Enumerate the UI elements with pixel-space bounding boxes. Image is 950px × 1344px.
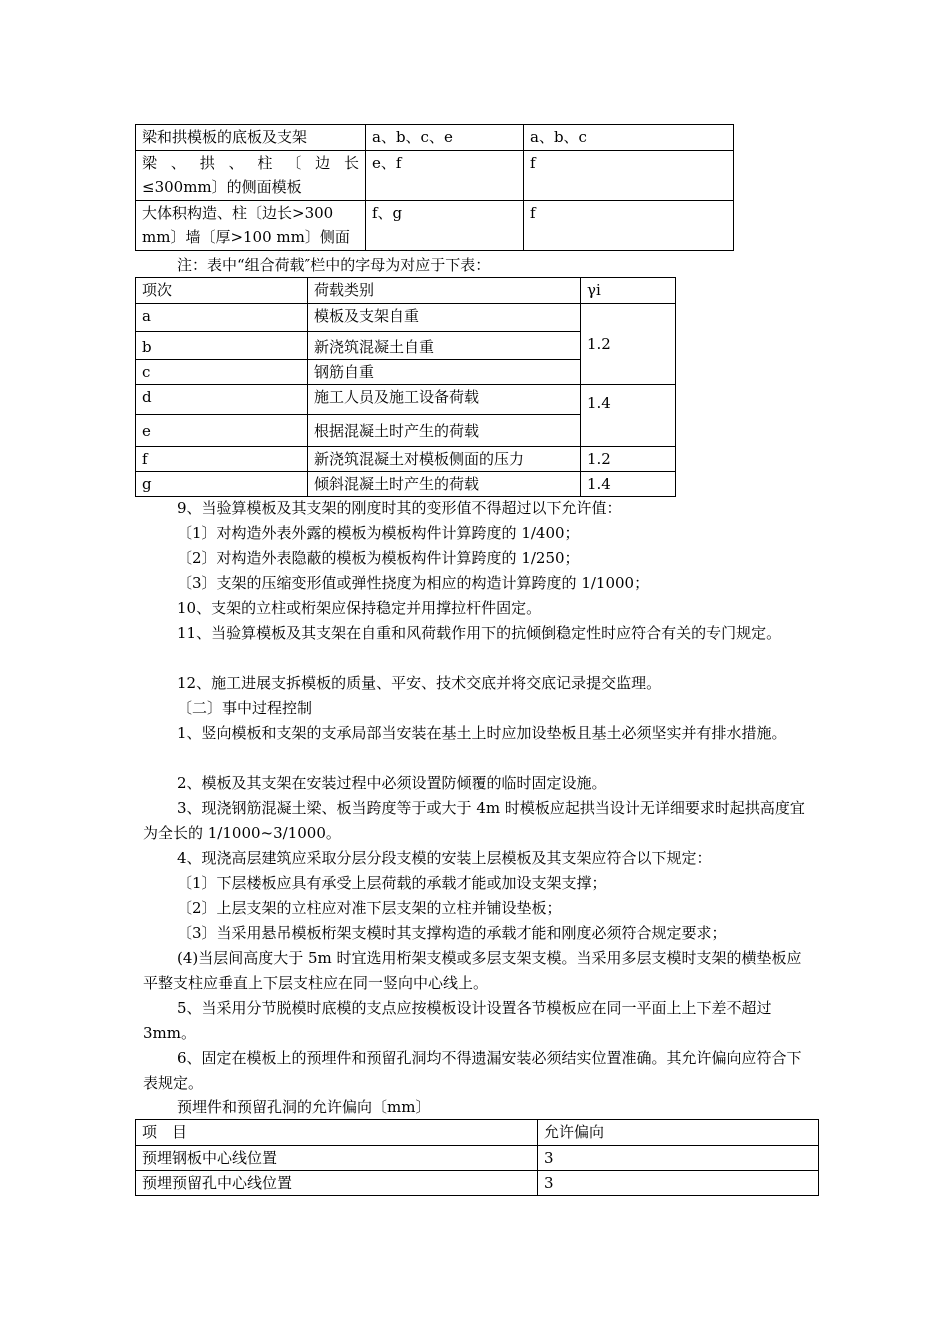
- table-cell: 梁和拱模板的底板及支架: [136, 125, 366, 151]
- paragraph: 6、固定在模板上的预埋件和预留孔洞均不得遗漏安装必须结实位置准确。其允许偏向应符合下表规定。: [143, 1049, 802, 1092]
- table-cell: 钢筋自重: [308, 360, 581, 385]
- table-cell: [136, 201, 366, 251]
- paragraph: 1、竖向模板和支架的支承局部当安装在基土上时应加设垫板且基土必须坚实并有排水措施。: [177, 724, 787, 742]
- table-row: [136, 385, 676, 415]
- table-row: [136, 304, 676, 332]
- table-note: 注：表中“组合荷载″栏中的字母为对应于下表：: [177, 256, 491, 274]
- table-cell: g: [136, 472, 308, 497]
- table-cell: f、g: [366, 201, 524, 251]
- table-caption: 预埋件和预留孔洞的允许偏向〔mm〕: [177, 1098, 431, 1116]
- table-row: [136, 1171, 819, 1196]
- table-cell: 倾斜混凝土时产生的荷载: [308, 472, 581, 497]
- table-row: [136, 151, 734, 201]
- table-row: [136, 125, 734, 151]
- paragraph: 〔2〕上层支架的立柱应对准下层支架的立柱并铺设垫板；: [177, 899, 562, 917]
- load-combination-table: [135, 124, 734, 251]
- paragraph: 3、现浇钢筋混凝土梁、板当跨度等于或大于 4m 时模板应起拱当设计无详细要求时起拱高度宜为全长的 1/1000~3/1000。: [143, 799, 805, 842]
- cell-line: 梁 、 拱 、 柱 〔 边 长: [142, 154, 359, 172]
- table-cell: 1.2: [581, 304, 676, 385]
- table-cell: 根据混凝土时产生的荷载: [308, 415, 581, 447]
- table-cell: 新浇筑混凝土对模板侧面的压力: [308, 447, 581, 472]
- table-cell: b: [136, 332, 308, 360]
- column-header: 荷载类别: [308, 278, 581, 304]
- paragraph: 4、现浇高层建筑应采取分层分段支模的安装上层模板及其支架应符合以下规定：: [177, 849, 712, 867]
- paragraph: 11、当验算模板及其支架在自重和风荷载作用下的抗倾倒稳定性时应符合有关的专门规定。: [177, 624, 782, 642]
- paragraph: 12、施工进展支拆模板的质量、平安、技术交底并将交底记录提交监理。: [177, 674, 662, 692]
- table-cell: a: [136, 304, 308, 332]
- paragraph: 〔3〕当采用悬吊模板桁架支模时其支撑构造的承载才能和刚度必须符合规定要求；: [177, 924, 727, 942]
- paragraph: 10、支架的立柱或桁架应保持稳定并用撑拉杆件固定。: [177, 599, 542, 617]
- table-cell: f: [524, 201, 734, 251]
- table-header-row: [136, 1120, 819, 1146]
- table-cell: d: [136, 385, 308, 415]
- paragraph: 〔1〕下层楼板应具有承受上层荷载的承载才能或加设支架支撑；: [177, 874, 607, 892]
- table-cell: 施工人员及施工设备荷载: [308, 385, 581, 415]
- column-header: 允许偏向: [538, 1120, 819, 1146]
- table-cell: 3: [538, 1171, 819, 1196]
- table-cell: 1.4: [581, 472, 676, 497]
- table-cell: f: [524, 151, 734, 201]
- table-row: [136, 447, 676, 472]
- paragraph: (4)当层间高度大于 5m 时宜选用桁架支模或多层支架支模。当采用多层支模时支架的横垫板应平整支柱应垂直上下层支柱应在同一竖向中心线上。: [143, 949, 802, 992]
- table-cell: 1.4: [581, 385, 676, 447]
- section-heading: 〔二〕事中过程控制: [177, 699, 313, 717]
- table-cell: 1.2: [581, 447, 676, 472]
- column-header: 项次: [136, 278, 308, 304]
- paragraph: 5、当采用分节脱模时底模的支点应按模板设计设置各节模板应在同一平面上上下差不超过 3mm。: [143, 999, 772, 1042]
- deviation-table: [135, 1119, 819, 1196]
- paragraph: 〔1〕对构造外表外露的模板为模板构件计算跨度的 1/400；: [177, 524, 580, 542]
- load-type-table: [135, 277, 676, 497]
- table-cell: 新浇筑混凝土自重: [308, 332, 581, 360]
- paragraph: 〔3〕支架的压缩变形值或弹性挠度为相应的构造计算跨度的 1/1000；: [177, 574, 650, 592]
- paragraph: 2、模板及其支架在安装过程中必须设置防倾覆的临时固定设施。: [177, 774, 607, 792]
- cell-line: 大体积构造、柱〔边长>300: [142, 204, 334, 222]
- table-row: [136, 201, 734, 251]
- table-row: [136, 472, 676, 497]
- table-cell: 预埋钢板中心线位置: [136, 1146, 538, 1171]
- paragraph: 〔2〕对构造外表隐蔽的模板为模板构件计算跨度的 1/250；: [177, 549, 580, 567]
- column-header: 项 目: [136, 1120, 538, 1146]
- table-cell: a、b、c: [524, 125, 734, 151]
- table-cell: 预埋预留孔中心线位置: [136, 1171, 538, 1196]
- table-cell: e、f: [366, 151, 524, 201]
- cell-line: ≤300mm〕的侧面模板: [142, 178, 302, 196]
- table-cell: f: [136, 447, 308, 472]
- cell-line: mm〕墙〔厚>100 mm〕侧面: [142, 228, 350, 246]
- table-cell: e: [136, 415, 308, 447]
- table-cell: c: [136, 360, 308, 385]
- table-cell: a、b、c、e: [366, 125, 524, 151]
- column-header: γi: [581, 278, 676, 304]
- table-cell: [136, 151, 366, 201]
- table-header-row: [136, 278, 676, 304]
- paragraph: 9、当验算模板及其支架的刚度时其的变形值不得超过以下允许值：: [177, 499, 622, 517]
- table-cell: 3: [538, 1146, 819, 1171]
- table-row: [136, 1146, 819, 1171]
- table-cell: 模板及支架自重: [308, 304, 581, 332]
